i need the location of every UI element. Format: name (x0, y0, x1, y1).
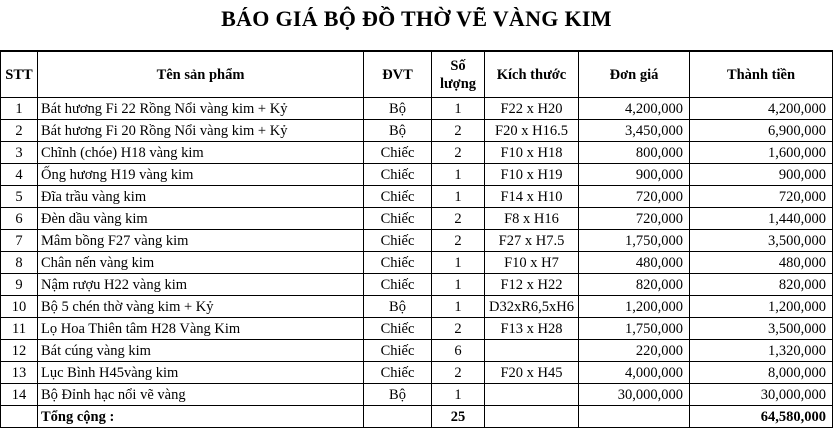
header-size[interactable]: Kích thước (485, 52, 579, 98)
cell-unit[interactable]: Chiếc (364, 318, 432, 340)
cell-product-name[interactable]: Bộ 5 chén thờ vàng kim + Kỷ (38, 296, 364, 318)
cell-price[interactable]: 1,750,000 (579, 318, 690, 340)
cell-product-name[interactable]: Mâm bồng F27 vàng kim (38, 230, 364, 252)
cell-price[interactable]: 1,200,000 (579, 296, 690, 318)
cell-unit[interactable]: Chiếc (364, 340, 432, 362)
cell-unit[interactable]: Chiếc (364, 164, 432, 186)
table-row (1, 230, 833, 252)
cell-price[interactable]: 30,000,000 (579, 384, 690, 406)
cell-price[interactable]: 800,000 (579, 142, 690, 164)
cell-total[interactable]: 30,000,000 (690, 384, 833, 406)
cell-size[interactable]: F10 x H7 (485, 252, 579, 274)
cell-qty[interactable]: 2 (432, 230, 485, 252)
price-table (0, 51, 833, 428)
cell-stt[interactable]: 4 (1, 164, 38, 186)
cell-total[interactable]: 8,000,000 (690, 362, 833, 384)
table-body (1, 98, 833, 406)
cell-unit[interactable]: Bộ (364, 98, 432, 120)
cell-stt[interactable]: 2 (1, 120, 38, 142)
cell-unit[interactable]: Chiếc (364, 142, 432, 164)
cell-price[interactable]: 480,000 (579, 252, 690, 274)
summary-unit-cell[interactable] (364, 406, 432, 428)
cell-qty[interactable]: 2 (432, 318, 485, 340)
summary-size-cell[interactable] (485, 406, 579, 428)
cell-price[interactable]: 220,000 (579, 340, 690, 362)
cell-total[interactable]: 900,000 (690, 164, 833, 186)
cell-size[interactable]: F22 x H20 (485, 98, 579, 120)
cell-unit[interactable]: Chiếc (364, 208, 432, 230)
cell-size[interactable] (485, 384, 579, 406)
cell-price[interactable]: 4,200,000 (579, 98, 690, 120)
table-row (1, 318, 833, 340)
cell-price[interactable]: 3,450,000 (579, 120, 690, 142)
table-row (1, 208, 833, 230)
cell-stt[interactable]: 11 (1, 318, 38, 340)
cell-size[interactable]: F27 x H7.5 (485, 230, 579, 252)
cell-size[interactable]: F10 x H19 (485, 164, 579, 186)
cell-product-name[interactable]: Nậm rượu H22 vàng kim (38, 274, 364, 296)
cell-total[interactable]: 6,900,000 (690, 120, 833, 142)
cell-qty[interactable]: 1 (432, 164, 485, 186)
cell-stt[interactable]: 7 (1, 230, 38, 252)
cell-size[interactable] (485, 340, 579, 362)
cell-size[interactable]: F12 x H22 (485, 274, 579, 296)
cell-stt[interactable]: 1 (1, 98, 38, 120)
cell-total[interactable]: 1,600,000 (690, 142, 833, 164)
header-price[interactable]: Đơn giá (579, 52, 690, 98)
table-row (1, 362, 833, 384)
cell-stt[interactable]: 12 (1, 340, 38, 362)
cell-total[interactable]: 4,200,000 (690, 98, 833, 120)
cell-size[interactable]: F10 x H18 (485, 142, 579, 164)
cell-price[interactable]: 720,000 (579, 208, 690, 230)
cell-total[interactable]: 720,000 (690, 186, 833, 208)
sheet-title[interactable]: BÁO GIÁ BỘ ĐỒ THỜ VẼ VÀNG KIM (221, 5, 612, 31)
cell-unit[interactable]: Bộ (364, 384, 432, 406)
header-qty[interactable] (432, 52, 485, 98)
cell-size[interactable]: F20 x H45 (485, 362, 579, 384)
cell-qty[interactable]: 6 (432, 340, 485, 362)
cell-stt[interactable]: 14 (1, 384, 38, 406)
header-stt[interactable]: STT (1, 52, 38, 98)
cell-qty[interactable]: 1 (432, 296, 485, 318)
cell-total[interactable]: 480,000 (690, 252, 833, 274)
header-name[interactable]: Tên sản phẩm (38, 52, 364, 98)
cell-qty[interactable]: 1 (432, 186, 485, 208)
cell-product-name[interactable]: Ống hương H19 vàng kim (38, 164, 364, 186)
cell-qty[interactable]: 1 (432, 274, 485, 296)
summary-price-cell[interactable] (579, 406, 690, 428)
cell-total[interactable]: 1,200,000 (690, 296, 833, 318)
cell-unit[interactable]: Chiếc (364, 230, 432, 252)
cell-total[interactable]: 1,440,000 (690, 208, 833, 230)
cell-size[interactable]: F13 x H28 (485, 318, 579, 340)
header-total[interactable]: Thành tiền (690, 52, 833, 98)
cell-product-name[interactable]: Bát hương Fi 22 Rồng Nổi vàng kim + Kỷ (38, 98, 364, 120)
cell-price[interactable]: 4,000,000 (579, 362, 690, 384)
table-row (1, 142, 833, 164)
cell-price[interactable]: 820,000 (579, 274, 690, 296)
blank-row[interactable] (0, 37, 833, 51)
cell-unit[interactable]: Chiếc (364, 274, 432, 296)
cell-qty[interactable]: 1 (432, 384, 485, 406)
cell-size[interactable]: F14 x H10 (485, 186, 579, 208)
cell-product-name[interactable]: Lọ Hoa Thiên tâm H28 Vàng Kim (38, 318, 364, 340)
cell-unit[interactable]: Bộ (364, 296, 432, 318)
cell-stt[interactable]: 8 (1, 252, 38, 274)
table-row (1, 164, 833, 186)
summary-total[interactable]: 64,580,000 (690, 406, 833, 428)
header-row (1, 52, 833, 98)
cell-product-name[interactable]: Đĩa trầu vàng kim (38, 186, 364, 208)
cell-qty[interactable]: 2 (432, 120, 485, 142)
cell-stt[interactable]: 3 (1, 142, 38, 164)
table-row (1, 384, 833, 406)
cell-product-name[interactable]: Bát hương Fi 20 Rồng Nổi vàng kim + Kỷ (38, 120, 364, 142)
table-row (1, 120, 833, 142)
summary-qty[interactable]: 25 (432, 406, 485, 428)
cell-unit[interactable]: Bộ (364, 120, 432, 142)
cell-product-name[interactable]: Bộ Đỉnh hạc nổi vẽ vàng (38, 384, 364, 406)
cell-size[interactable]: D32xR6,5xH6 (485, 296, 579, 318)
cell-total[interactable]: 1,320,000 (690, 340, 833, 362)
cell-total[interactable]: 3,500,000 (690, 318, 833, 340)
cell-product-name[interactable]: Đèn dầu vàng kim (38, 208, 364, 230)
cell-stt[interactable]: 10 (1, 296, 38, 318)
cell-qty[interactable]: 2 (432, 142, 485, 164)
cell-qty[interactable]: 1 (432, 252, 485, 274)
cell-product-name[interactable]: Chân nến vàng kim (38, 252, 364, 274)
cell-price[interactable]: 900,000 (579, 164, 690, 186)
cell-size[interactable]: F8 x H16 (485, 208, 579, 230)
cell-stt[interactable]: 13 (1, 362, 38, 384)
cell-product-name[interactable]: Lục Bình H45vàng kim (38, 362, 364, 384)
table-row (1, 252, 833, 274)
cell-product-name[interactable]: Chĩnh (chóe) H18 vàng kim (38, 142, 364, 164)
table-row (1, 296, 833, 318)
cell-product-name[interactable]: Bát cúng vàng kim (38, 340, 364, 362)
cell-price[interactable]: 720,000 (579, 186, 690, 208)
cell-size[interactable]: F20 x H16.5 (485, 120, 579, 142)
summary-row (1, 406, 833, 428)
table-row (1, 186, 833, 208)
cell-qty[interactable]: 2 (432, 362, 485, 384)
table-row (1, 98, 833, 120)
table-row (1, 274, 833, 296)
cell-unit[interactable]: Chiếc (364, 186, 432, 208)
header-unit[interactable]: ĐVT (364, 52, 432, 98)
cell-total[interactable]: 3,500,000 (690, 230, 833, 252)
header-qty-line1: Số (450, 57, 466, 74)
cell-price[interactable]: 1,750,000 (579, 230, 690, 252)
cell-qty[interactable]: 1 (432, 98, 485, 120)
header-qty-line2: lượng (439, 75, 477, 92)
summary-stt-cell[interactable] (1, 406, 38, 428)
cell-unit[interactable]: Chiếc (364, 362, 432, 384)
cell-unit[interactable]: Chiếc (364, 252, 432, 274)
cell-total[interactable]: 820,000 (690, 274, 833, 296)
cell-stt[interactable]: 9 (1, 274, 38, 296)
table-row (1, 340, 833, 362)
summary-label[interactable]: Tổng cộng : (38, 406, 364, 428)
cell-stt[interactable]: 5 (1, 186, 38, 208)
cell-qty[interactable]: 2 (432, 208, 485, 230)
cell-stt[interactable]: 6 (1, 208, 38, 230)
